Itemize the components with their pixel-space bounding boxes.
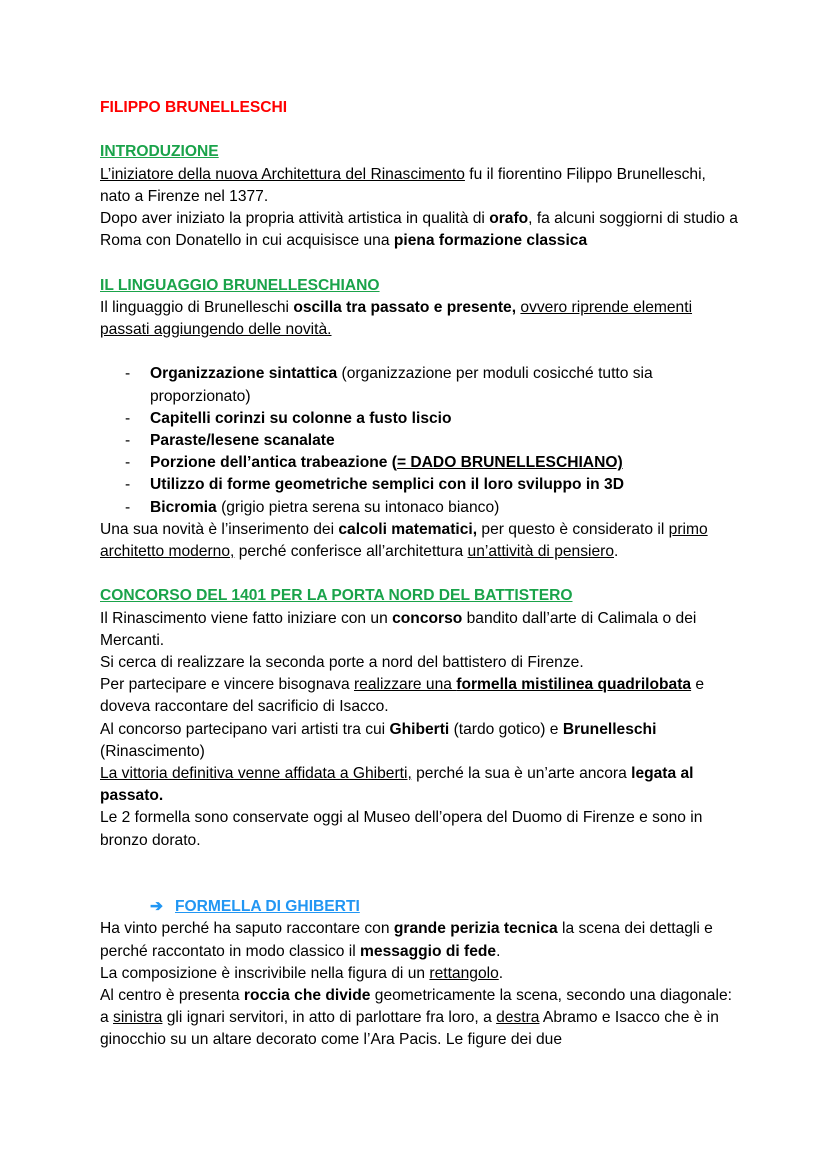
text-underlined: rettangolo [429,964,499,982]
text: . [614,543,619,561]
intro-paragraph-2 [100,208,740,252]
text-bold: grande perizia tecnica [393,920,558,938]
text: Abramo e Isacco che è in ginocchio su un altare decorato come l’Ara Pacis. Le figure dei due [100,1009,719,1049]
intro-text: fu il fiorentino Filippo Brunelleschi, nato a Firenze nel 1377. [100,165,706,205]
bullet-bold: Utilizzo di forme geometriche semplici con il loro sviluppo in 3D [150,476,624,494]
text: Al concorso partecipano vari artisti tra cui [100,720,390,738]
text-bold: Ghiberti [389,720,450,738]
bullet-dash: - [125,432,131,449]
spacer [100,563,740,585]
bullet-bold-underlined: = DADO BRUNELLESCHIANO) [396,454,623,472]
text-underlined: destra [496,1009,540,1027]
document-title: FILIPPO BRUNELLESCHI [100,99,288,116]
list-item [100,474,740,496]
text-bold: legata al passato. [100,765,694,805]
text: . [498,964,504,982]
concorso-line-4 [100,719,740,763]
text-bold: messaggio di fede [360,942,497,960]
text: . [496,942,501,960]
bullet-bold: Paraste/lesene scanalate [150,432,335,449]
bullet-text: (organizzazione per moduli cosicché tutto sia proporzionato) [150,365,653,405]
heading-formella-ghiberti [100,896,740,918]
list-item [100,430,740,452]
text: Il Rinascimento viene fatto iniziare con un [100,609,393,627]
concorso-line-5 [100,763,740,807]
spacer [100,341,740,363]
arrow-right-icon: ➔ [150,898,164,916]
bullet-text: (grigio pietra serena su intonaco bianco) [216,498,500,516]
concorso-line-2: Si cerca di realizzare la seconda porte a nord del battistero di Firenze. [100,654,584,672]
ghiberti-line-3 [100,985,740,1052]
text-underlined: realizzare una [353,676,457,694]
intro-text: , fa alcuni soggiorni di studio a Roma con Donatello in cui acquisisce una [100,210,738,250]
text: geometricamente la scena, secondo una diagonale: a [100,987,732,1027]
heading-linguaggio: IL LINGUAGGIO BRUNELLESCHIANO [100,276,380,294]
bullet-bold: Porzione dell’antica trabeazione ( [150,454,397,472]
text: per questo è considerato il [477,520,669,538]
concorso-line-3 [100,674,740,718]
text: e doveva raccontare del sacrificio di Isacco. [100,676,705,716]
text-underlined: sinistra [113,1009,163,1027]
text-underlined: primo architetto moderno, [100,520,708,561]
text: La composizione è inscrivibile nella figura di un [100,964,430,982]
ghiberti-line-2 [100,963,740,985]
intro-paragraph-1 [100,164,740,208]
text: Al centro è presenta [100,987,244,1005]
list-item [100,497,740,519]
text-bold: calcoli matematici, [338,520,478,538]
list-item [100,408,740,430]
text: Per partecipare e vincere bisognava [100,676,354,694]
text: la scena dei dettagli e perché raccontato in modo classico il [100,920,713,960]
text-underlined: La vittoria definitiva venne affidata a Ghiberti, [100,765,412,783]
heading-introduzione: INTRODUZIONE [100,143,219,161]
text: (tardo gotico) e [449,720,563,738]
text-bold: Brunelleschi [562,720,657,738]
ghiberti-line-1 [100,918,740,962]
text: Una sua novità è l’inserimento dei [100,520,339,538]
text: perché conferisce all’architettura [234,543,468,561]
linguaggio-bold: oscilla tra passato e presente, [293,298,517,316]
list-item [100,363,740,407]
heading-concorso: CONCORSO DEL 1401 PER LA PORTA NORD DEL BATTISTERO [100,587,573,605]
linguaggio-paragraph [100,297,740,341]
text: Ha vinto perché ha saputo raccontare con [100,920,394,938]
text-bold: concorso [392,609,463,627]
text: bandito dall’arte di Calimala o dei Mercanti. [100,609,697,649]
bullet-dash: - [125,409,131,427]
intro-text: Dopo aver iniziato la propria attività artistica in qualità di [100,210,490,227]
text: gli ignari servitori, in atto di parlottare fra loro, a [162,1009,497,1027]
bullet-list [100,363,740,518]
bullet-dash: - [125,498,131,516]
linguaggio-underlined: ovvero riprende elementi passati aggiungendo delle novità. [100,298,693,338]
text: perché la sua è un’arte ancora [411,765,632,783]
document-page [100,97,740,1052]
spacer [100,119,740,141]
spacer [100,874,740,896]
text: (Rinascimento) [100,742,205,760]
bullet-bold: Capitelli corinzi su colonne a fusto liscio [150,409,452,427]
linguaggio-after-paragraph [100,519,740,563]
formella-title: FORMELLA DI GHIBERTI [175,898,360,916]
text-bold: roccia che divide [243,987,371,1005]
bullet-bold: Organizzazione sintattica [150,365,338,383]
list-item [100,452,740,474]
bullet-dash: - [125,365,131,383]
intro-bold: orafo [489,210,529,227]
bullet-dash: - [125,454,131,472]
intro-bold: piena formazione classica [393,232,588,250]
intro-underlined: L’iniziatore della nuova Architettura del Rinascimento [100,165,465,183]
spacer [100,852,740,874]
bullet-bold: Bicromia [150,498,217,516]
concorso-line-1 [100,608,740,652]
text-bold-underlined: formella mistilinea quadrilobata [456,676,692,694]
bullet-dash: - [125,476,131,494]
spacer [100,252,740,274]
text-underlined: un’attività di pensiero [467,543,615,561]
linguaggio-text: Il linguaggio di Brunelleschi [100,298,294,316]
concorso-line-6: Le 2 formella sono conservate oggi al Museo dell’opera del Duomo di Firenze e sono in bronzo dorato. [100,809,703,849]
